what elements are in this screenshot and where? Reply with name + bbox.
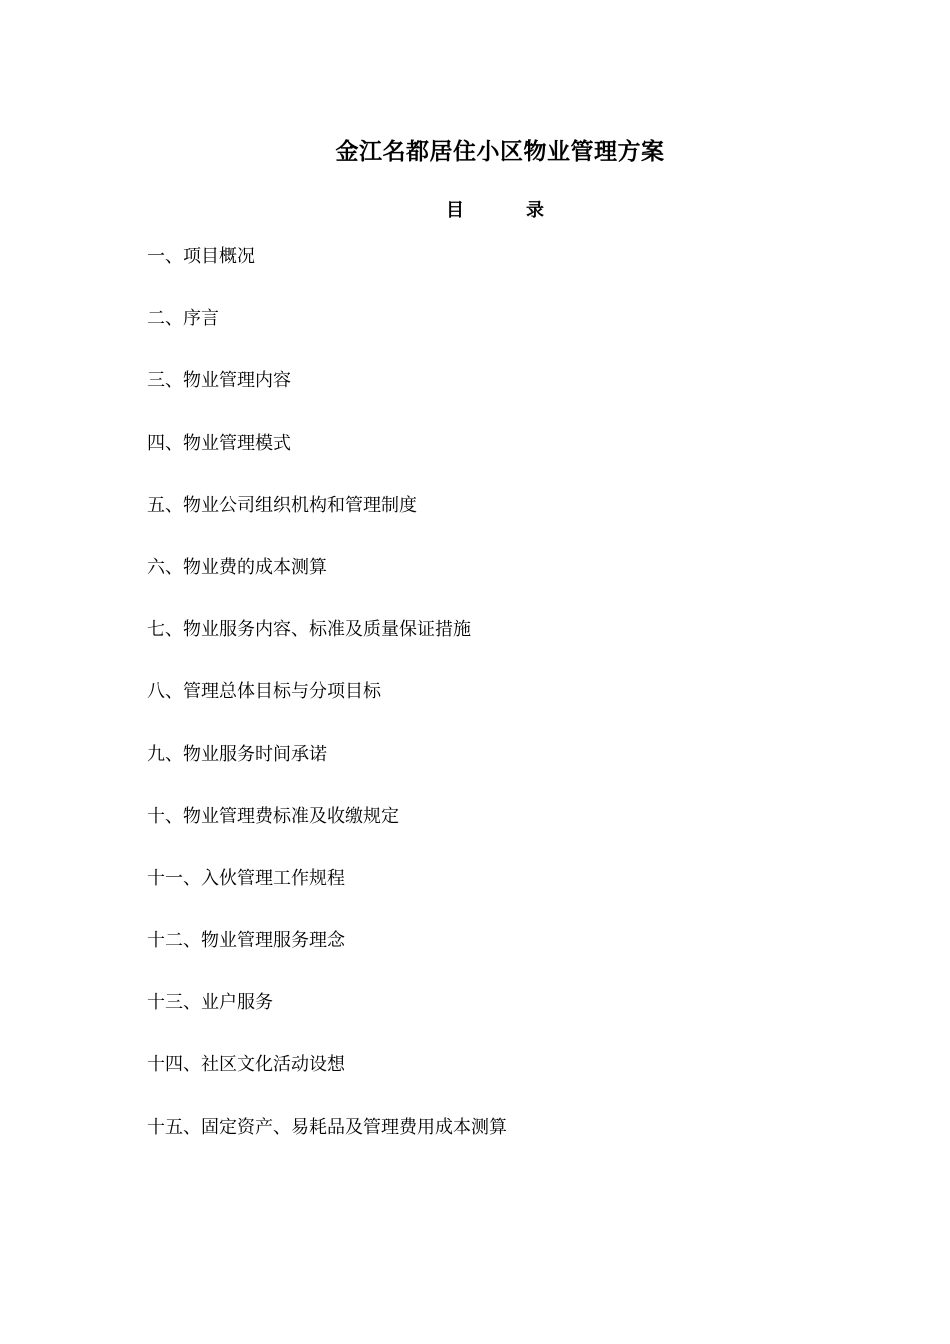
toc-item: 七、物业服务内容、标准及质量保证措施 [147, 619, 471, 641]
toc-item: 八、管理总体目标与分项目标 [147, 681, 381, 703]
toc-item: 二、序言 [147, 308, 219, 330]
toc-heading-right: 录 [526, 200, 544, 221]
toc-item: 六、物业费的成本测算 [147, 556, 327, 578]
toc-item: 四、物业管理模式 [147, 432, 291, 454]
toc-item: 十二、物业管理服务理念 [147, 930, 345, 952]
toc-item: 九、物业服务时间承诺 [147, 743, 327, 765]
document-title: 金江名都居住小区物业管理方案 [335, 138, 665, 165]
toc-item: 一、项目概况 [147, 246, 255, 267]
table-of-contents [147, 243, 507, 1176]
toc-item: 十四、社区文化活动设想 [147, 1054, 345, 1076]
toc-heading-left: 目 [446, 200, 464, 221]
toc-item: 十三、业户服务 [147, 992, 273, 1014]
toc-item: 五、物业公司组织机构和管理制度 [147, 494, 417, 516]
toc-item: 十五、固定资产、易耗品及管理费用成本测算 [147, 1116, 507, 1138]
toc-item: 十一、入伙管理工作规程 [147, 867, 345, 889]
toc-heading [0, 198, 950, 224]
toc-item: 三、物业管理内容 [147, 370, 291, 392]
toc-item: 十、物业管理费标准及收缴规定 [147, 805, 399, 827]
